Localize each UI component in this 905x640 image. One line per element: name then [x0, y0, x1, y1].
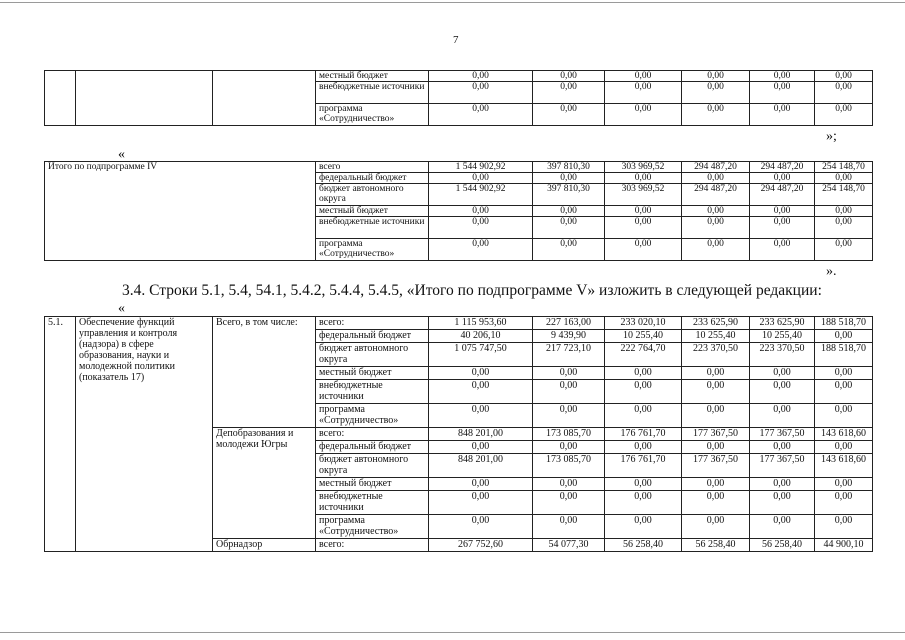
amount-cell: 0,00 — [682, 206, 750, 217]
amount-cell: 0,00 — [682, 71, 750, 82]
amount-cell: 0,00 — [533, 515, 605, 539]
amount-cell: 173 085,70 — [533, 454, 605, 478]
funding-source-cell: программа «Сотрудничество» — [316, 515, 429, 539]
amount-cell: 56 258,40 — [605, 539, 682, 552]
amount-cell: 1 544 902,92 — [429, 162, 533, 173]
funding-source-cell: всего: — [316, 428, 429, 441]
amount-cell: 848 201,00 — [429, 454, 533, 478]
funding-source-cell: внебюджетные источники — [316, 217, 429, 239]
amount-cell: 0,00 — [429, 478, 533, 491]
empty-number-cell — [45, 71, 76, 126]
amount-cell: 1 075 747,50 — [429, 343, 533, 367]
amount-cell: 0,00 — [682, 515, 750, 539]
amount-cell: 397 810,30 — [533, 184, 605, 206]
amount-cell: 0,00 — [605, 104, 682, 126]
funding-source-cell: внебюджетные источники — [316, 82, 429, 104]
amount-cell: 0,00 — [605, 217, 682, 239]
amount-cell: 0,00 — [815, 206, 873, 217]
amount-cell: 233 625,90 — [750, 317, 815, 330]
amount-cell: 0,00 — [815, 441, 873, 454]
amount-cell: 0,00 — [750, 104, 815, 126]
amount-cell: 0,00 — [815, 404, 873, 428]
closing-quote-2: ». — [826, 264, 837, 279]
amount-cell: 233 020,10 — [605, 317, 682, 330]
amount-cell: 56 258,40 — [682, 539, 750, 552]
amount-cell: 0,00 — [429, 441, 533, 454]
amount-cell: 0,00 — [815, 330, 873, 343]
funding-source-cell: местный бюджет — [316, 478, 429, 491]
page-number: 7 — [453, 34, 459, 46]
amount-cell: 173 085,70 — [533, 428, 605, 441]
amount-cell: 0,00 — [815, 104, 873, 126]
amount-cell: 0,00 — [605, 71, 682, 82]
amount-cell: 0,00 — [750, 206, 815, 217]
amount-cell: 1 115 953,60 — [429, 317, 533, 330]
amount-cell: 188 518,70 — [815, 343, 873, 367]
funding-source-cell: всего — [316, 162, 429, 173]
amount-cell: 0,00 — [750, 367, 815, 380]
amount-cell: 254 148,70 — [815, 162, 873, 173]
table-row — [45, 317, 873, 330]
amount-cell: 0,00 — [682, 367, 750, 380]
amount-cell: 227 163,00 — [533, 317, 605, 330]
executor-cell: Депобразования и молодежи Югры — [213, 428, 316, 539]
amount-cell: 303 969,52 — [605, 184, 682, 206]
funding-source-cell: всего: — [316, 317, 429, 330]
amount-cell: 0,00 — [750, 404, 815, 428]
amount-cell: 0,00 — [815, 71, 873, 82]
funding-source-cell: бюджет автономного округа — [316, 454, 429, 478]
amount-cell: 0,00 — [533, 173, 605, 184]
amount-cell: 397 810,30 — [533, 162, 605, 173]
amount-cell: 0,00 — [682, 380, 750, 404]
amount-cell: 0,00 — [429, 367, 533, 380]
funding-source-cell: бюджет автономного округа — [316, 184, 429, 206]
amount-cell: 0,00 — [533, 441, 605, 454]
amount-cell: 177 367,50 — [750, 428, 815, 441]
amount-cell: 0,00 — [429, 71, 533, 82]
table-continuation — [44, 70, 873, 126]
amount-cell: 0,00 — [605, 82, 682, 104]
amount-cell: 217 723,10 — [533, 343, 605, 367]
amount-cell: 0,00 — [533, 404, 605, 428]
amount-cell: 0,00 — [682, 104, 750, 126]
amount-cell: 0,00 — [750, 491, 815, 515]
amount-cell: 0,00 — [605, 515, 682, 539]
funding-source-cell: местный бюджет — [316, 367, 429, 380]
amount-cell: 0,00 — [533, 82, 605, 104]
amount-cell: 0,00 — [750, 478, 815, 491]
table-row — [45, 71, 873, 82]
amount-cell: 1 544 902,92 — [429, 184, 533, 206]
amount-cell: 0,00 — [682, 491, 750, 515]
amount-cell: 177 367,50 — [750, 454, 815, 478]
amount-cell: 143 618,60 — [815, 428, 873, 441]
amount-cell: 0,00 — [605, 206, 682, 217]
funding-source-cell: внебюджетные источники — [316, 380, 429, 404]
funding-source-cell: всего: — [316, 539, 429, 552]
amount-cell: 267 752,60 — [429, 539, 533, 552]
amount-cell: 233 625,90 — [682, 317, 750, 330]
amount-cell: 0,00 — [815, 367, 873, 380]
amount-cell: 0,00 — [750, 239, 815, 261]
amount-cell: 254 148,70 — [815, 184, 873, 206]
amount-cell: 188 518,70 — [815, 317, 873, 330]
amount-cell: 0,00 — [605, 173, 682, 184]
amount-cell: 176 761,70 — [605, 428, 682, 441]
amount-cell: 56 258,40 — [750, 539, 815, 552]
amount-cell: 0,00 — [815, 380, 873, 404]
amount-cell: 143 618,60 — [815, 454, 873, 478]
section-heading: 3.4. Строки 5.1, 5.4, 54.1, 5.4.2, 5.4.4, 5.4.5, «Итого по подпрограмме V» изложить в следующей редакции: — [122, 282, 822, 299]
amount-cell: 10 255,40 — [682, 330, 750, 343]
amount-cell: 0,00 — [533, 367, 605, 380]
amount-cell: 0,00 — [682, 82, 750, 104]
amount-cell: 0,00 — [605, 367, 682, 380]
amount-cell: 0,00 — [429, 515, 533, 539]
amount-cell: 9 439,90 — [533, 330, 605, 343]
funding-source-cell: программа «Сотрудничество» — [316, 239, 429, 261]
amount-cell: 0,00 — [815, 239, 873, 261]
amount-cell: 0,00 — [605, 441, 682, 454]
amount-cell: 0,00 — [815, 491, 873, 515]
amount-cell: 0,00 — [429, 104, 533, 126]
amount-cell: 0,00 — [533, 491, 605, 515]
amount-cell: 0,00 — [533, 71, 605, 82]
amount-cell: 0,00 — [429, 173, 533, 184]
amount-cell: 222 764,70 — [605, 343, 682, 367]
amount-cell: 0,00 — [533, 478, 605, 491]
amount-cell: 0,00 — [605, 380, 682, 404]
funding-source-cell: бюджет автономного округа — [316, 343, 429, 367]
amount-cell: 0,00 — [682, 404, 750, 428]
top-scan-edge — [0, 2, 905, 3]
funding-source-cell: федеральный бюджет — [316, 441, 429, 454]
amount-cell: 0,00 — [429, 491, 533, 515]
funding-source-cell: программа «Сотрудничество» — [316, 104, 429, 126]
amount-cell: 294 487,20 — [750, 162, 815, 173]
subprogram-title-cell: Итого по подпрограмме IV — [45, 162, 316, 261]
amount-cell: 0,00 — [533, 206, 605, 217]
amount-cell: 54 077,30 — [533, 539, 605, 552]
funding-source-cell: программа «Сотрудничество» — [316, 404, 429, 428]
amount-cell: 0,00 — [682, 173, 750, 184]
amount-cell: 10 255,40 — [605, 330, 682, 343]
opening-quote-1: « — [118, 147, 125, 162]
amount-cell: 0,00 — [605, 404, 682, 428]
executor-cell: Всего, в том числе: — [213, 317, 316, 428]
empty-description-cell — [76, 71, 213, 126]
amount-cell: 223 370,50 — [682, 343, 750, 367]
amount-cell: 176 761,70 — [605, 454, 682, 478]
funding-source-cell: внебюджетные источники — [316, 491, 429, 515]
item-description-cell: Обеспечение функций управления и контроля (надзора) в сфере образования, науки и молодежной политики (показатель 17) — [76, 317, 213, 552]
amount-cell: 294 487,20 — [682, 162, 750, 173]
amount-cell: 0,00 — [605, 478, 682, 491]
amount-cell: 848 201,00 — [429, 428, 533, 441]
funding-source-cell: федеральный бюджет — [316, 330, 429, 343]
executor-cell: Обрнадзор — [213, 539, 316, 552]
amount-cell: 0,00 — [750, 515, 815, 539]
amount-cell: 0,00 — [750, 217, 815, 239]
amount-cell: 0,00 — [533, 239, 605, 261]
amount-cell: 0,00 — [750, 441, 815, 454]
amount-cell: 0,00 — [533, 217, 605, 239]
amount-cell: 44 900,10 — [815, 539, 873, 552]
amount-cell: 0,00 — [429, 239, 533, 261]
amount-cell: 303 969,52 — [605, 162, 682, 173]
amount-cell: 0,00 — [429, 206, 533, 217]
empty-executor-cell — [213, 71, 316, 126]
amount-cell: 0,00 — [750, 71, 815, 82]
amount-cell: 0,00 — [429, 380, 533, 404]
amount-cell: 0,00 — [429, 82, 533, 104]
amount-cell: 177 367,50 — [682, 454, 750, 478]
amount-cell: 0,00 — [750, 82, 815, 104]
amount-cell: 0,00 — [533, 380, 605, 404]
amount-cell: 0,00 — [605, 239, 682, 261]
funding-source-cell: местный бюджет — [316, 206, 429, 217]
amount-cell: 0,00 — [605, 491, 682, 515]
bottom-scan-edge — [0, 632, 905, 633]
amount-cell: 0,00 — [815, 478, 873, 491]
amount-cell: 294 487,20 — [682, 184, 750, 206]
funding-source-cell: местный бюджет — [316, 71, 429, 82]
amount-cell: 0,00 — [815, 515, 873, 539]
amount-cell: 0,00 — [750, 380, 815, 404]
amount-cell: 177 367,50 — [682, 428, 750, 441]
item-number-cell: 5.1. — [45, 317, 76, 552]
amount-cell: 40 206,10 — [429, 330, 533, 343]
closing-quote-1: »; — [826, 129, 837, 144]
funding-source-cell: федеральный бюджет — [316, 173, 429, 184]
amount-cell: 0,00 — [429, 217, 533, 239]
opening-quote-2: « — [118, 301, 125, 316]
amount-cell: 223 370,50 — [750, 343, 815, 367]
amount-cell: 0,00 — [815, 217, 873, 239]
amount-cell: 0,00 — [815, 82, 873, 104]
amount-cell: 0,00 — [682, 239, 750, 261]
amount-cell: 0,00 — [815, 173, 873, 184]
table-row — [45, 162, 873, 173]
amount-cell: 0,00 — [533, 104, 605, 126]
amount-cell: 294 487,20 — [750, 184, 815, 206]
amount-cell: 0,00 — [750, 173, 815, 184]
table-subprogram-iv-total — [44, 161, 873, 261]
amount-cell: 10 255,40 — [750, 330, 815, 343]
amount-cell: 0,00 — [429, 404, 533, 428]
amount-cell: 0,00 — [682, 217, 750, 239]
amount-cell: 0,00 — [682, 478, 750, 491]
amount-cell: 0,00 — [682, 441, 750, 454]
table-row-5-1 — [44, 316, 873, 552]
